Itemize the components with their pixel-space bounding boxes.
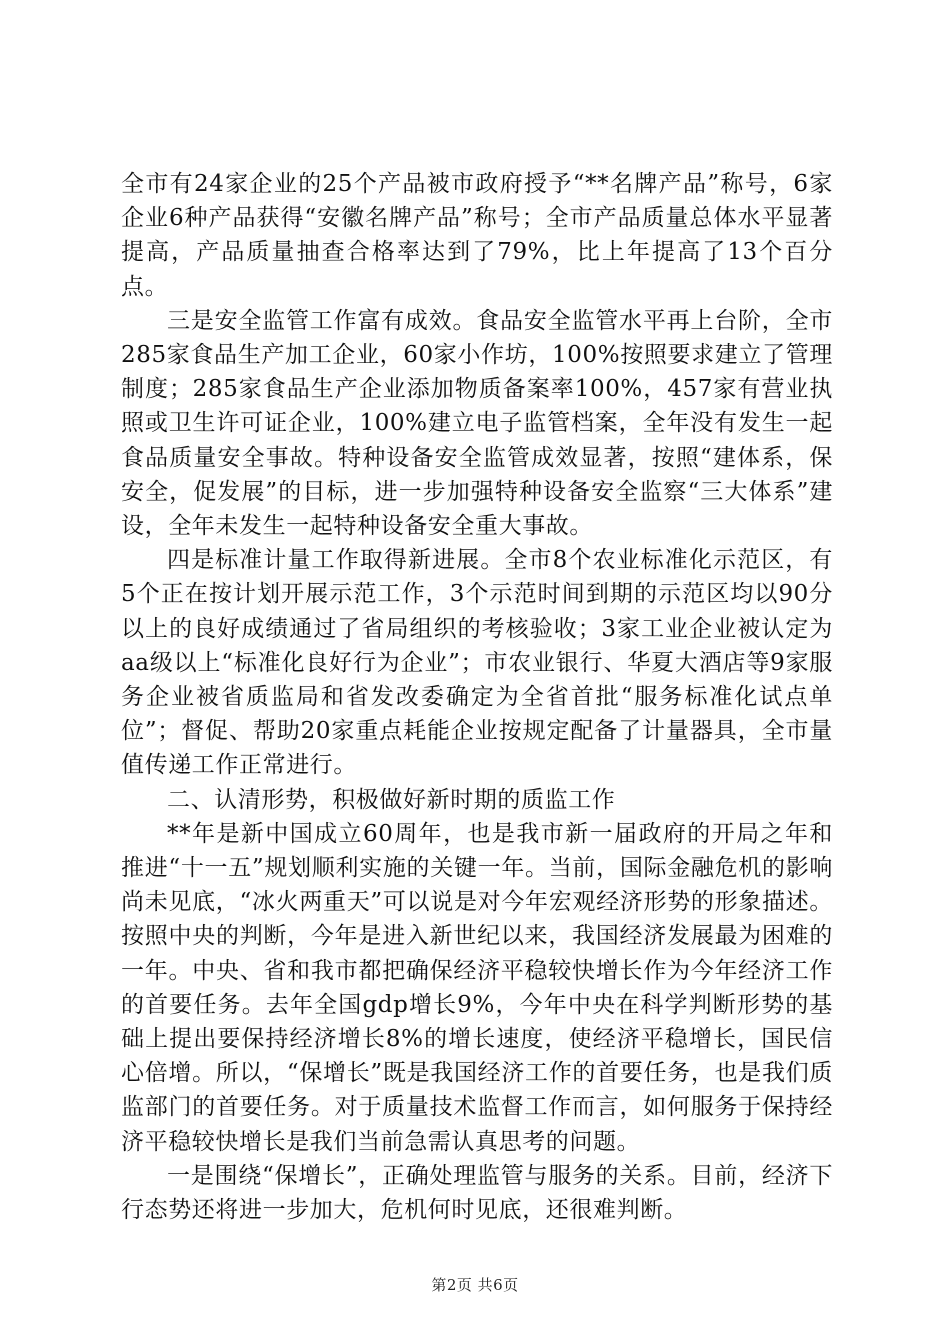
- page-footer: 第2页 共6页: [431, 1276, 519, 1294]
- section-heading: 二、认清形势，积极做好新时期的质监工作: [167, 786, 616, 813]
- paragraph-4: **年是新中国成立60周年，也是我市新一届政府的开局之年和推进“十一五”规划顺利实施的关键一年。当前，国际金融危机的影响尚未见底，“冰火两重天”可以说是对今年宏观经济形势的形象描述。按照中央的判断，今年是进入新世纪以来，我国经济发展最为困难的一年。中央、省和我市都把确保经济平稳较快增长作为今年经济工作的首要任务。去年全国gdp增长9%，今年中央在科学判断形势的基础上提出要保持经济增长8%的增长速度，使经济平稳增长，国民信心倍增。所以，“保增长”既是我国经济工作的首要任务，也是我们质监部门的首要任务。对于质量技术监督工作而言，如何服务于保持经济平稳较快增长是我们当前急需认真思考的问题。: [121, 820, 833, 1155]
- paragraph-5: 一是围绕“保增长”，正确处理监管与服务的关系。目前，经济下行态势还将进一步加大，危机何时见底，还很难判断。: [121, 1162, 833, 1224]
- paragraph-1: 全市有24家企业的25个产品被市政府授予“**名牌产品”称号，6家企业6种产品获得“安徽名牌产品”称号；全市产品质量总体水平显著提高，产品质量抽查合格率达到了79%，比上年提高了13个百分点。: [121, 171, 833, 300]
- paragraph-2: 三是安全监管工作富有成效。食品安全监管水平再上台阶，全市285家食品生产加工企业，60家小作坊，100%按照要求建立了管理制度；285家食品生产企业添加物质备案率100%，457家有营业执照或卫生许可证企业，100%建立电子监管档案，全年没有发生一起食品质量安全事故。特种设备安全监管成效显著，按照“建体系，保安全，促发展”的目标，进一步加强特种设备安全监察“三大体系”建设，全年未发生一起特种设备安全重大事故。: [121, 307, 833, 540]
- paragraph-3: 四是标准计量工作取得新进展。全市8个农业标准化示范区，有5个正在按计划开展示范工作，3个示范时间到期的示范区均以90分以上的良好成绩通过了省局组织的考核验收；3家工业企业被认定为aa级以上“标准化良好行为企业”；市农业银行、华夏大酒店等9家服务企业被省质监局和省发改委确定为全省首批“服务标准化试点单位”；督促、帮助20家重点耗能企业按规定配备了计量器具，全市量值传递工作正常进行。: [121, 547, 833, 779]
- body-text: [121, 167, 833, 1227]
